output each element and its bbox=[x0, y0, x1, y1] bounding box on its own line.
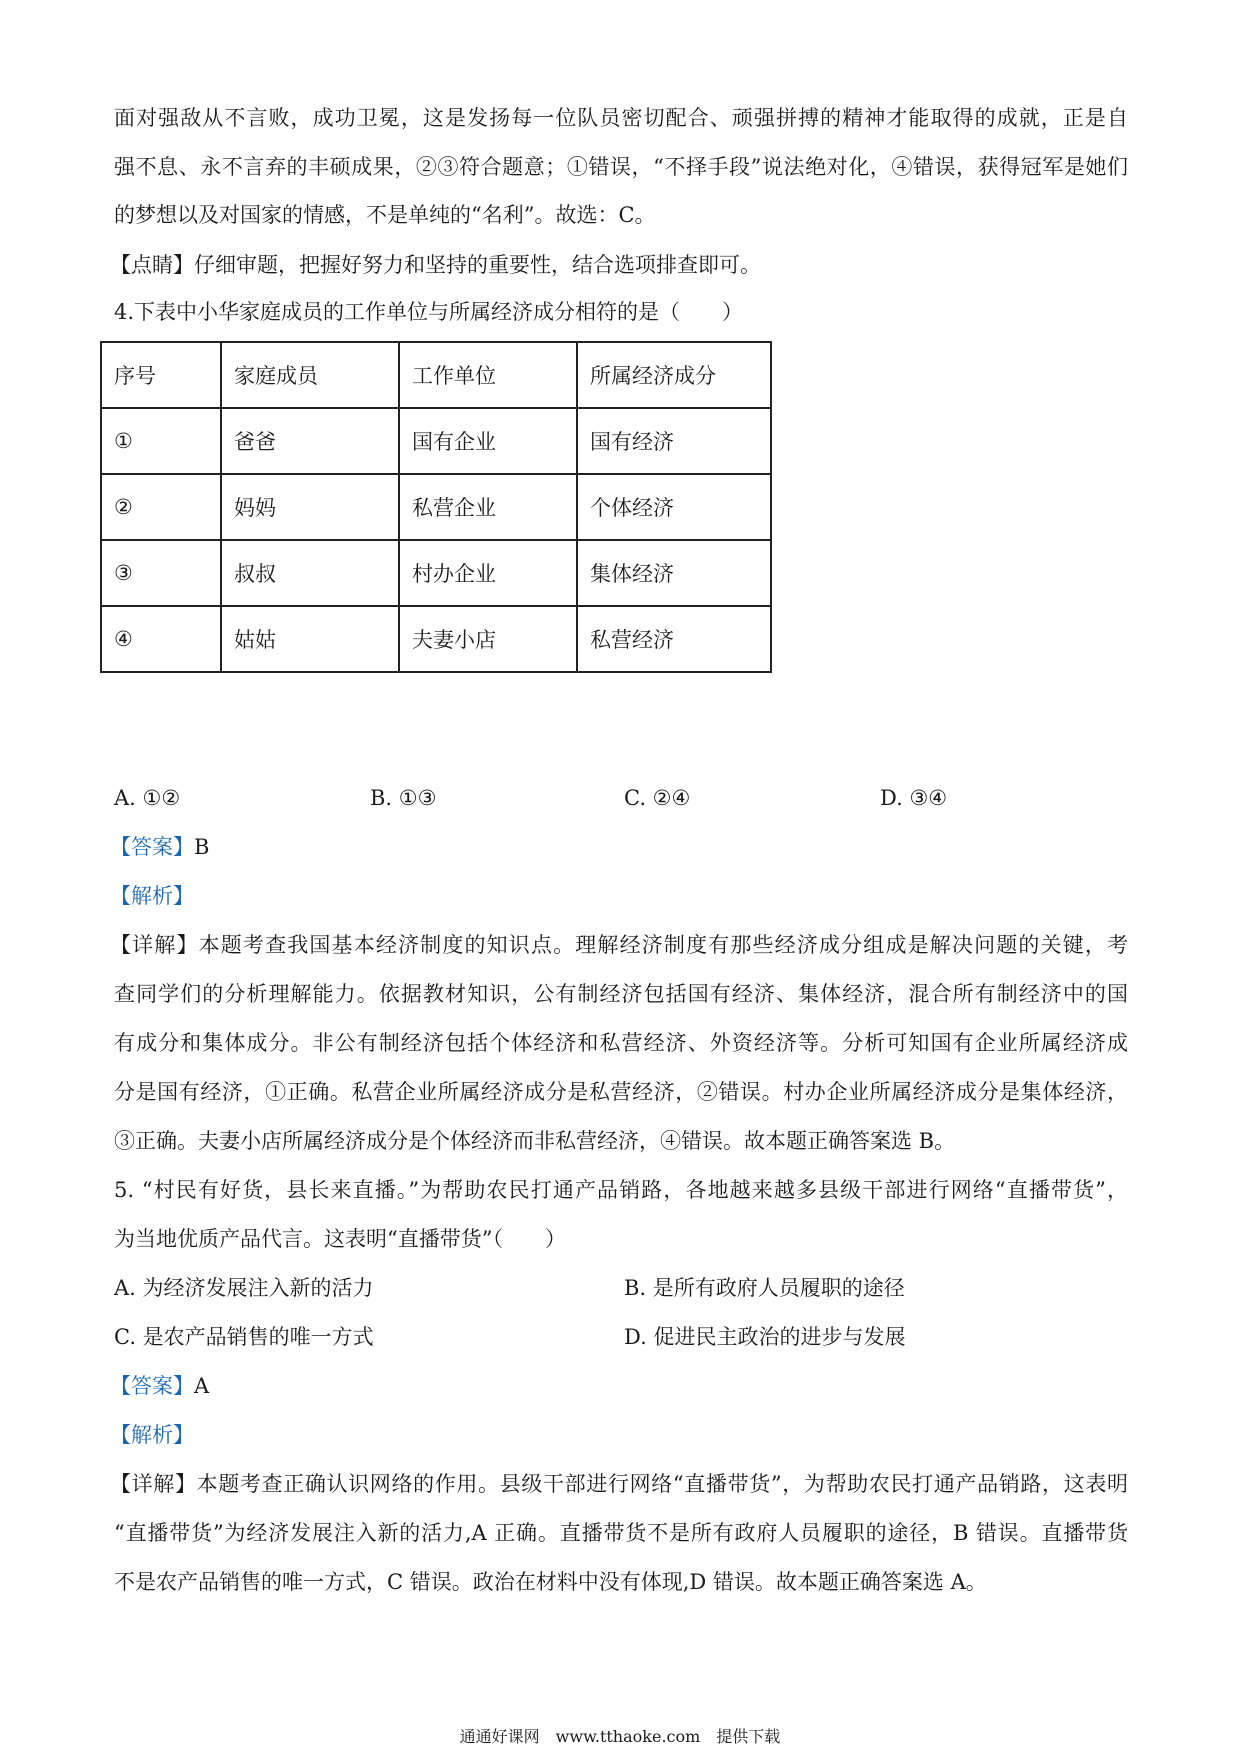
table-row bbox=[101, 606, 771, 672]
table-cell: 国有企业 bbox=[399, 408, 577, 474]
q5-detail-line-2: “直播带货”为经济发展注入新的活力,A 正确。直播带货不是所有政府人员履职的途径，B 错误。直播带货 bbox=[114, 1521, 1128, 1545]
q4-stem: 4.下表中小华家庭成员的工作单位与所属经济成分相符的是（ ） bbox=[114, 300, 744, 324]
table-row bbox=[101, 408, 771, 474]
q5-analysis-label: 【解析】 bbox=[110, 1423, 194, 1447]
q5-option-c: C. 是农产品销售的唯一方式 bbox=[114, 1325, 374, 1349]
q5-stem-line-2: 为当地优质产品代言。这表明“直播带货”（ ） bbox=[114, 1227, 566, 1251]
table-cell: 国有经济 bbox=[577, 408, 771, 474]
table-cell: 私营企业 bbox=[399, 474, 577, 540]
q5-detail-line-1 bbox=[110, 1469, 1128, 1499]
table-cell: ③ bbox=[101, 540, 221, 606]
table-cell: 个体经济 bbox=[577, 474, 771, 540]
table-header-cell: 家庭成员 bbox=[221, 342, 399, 408]
detail-text: 本题考查正确认识网络的作用。县级干部进行网络“直播带货”，为帮助农民打通产品销路，这表明 bbox=[196, 1472, 1129, 1496]
detail-text: 本题考查我国基本经济制度的知识点。理解经济制度有那些经济成分组成是解决问题的关键，考 bbox=[198, 933, 1128, 957]
q5-option-d: D. 促进民主政治的进步与发展 bbox=[624, 1325, 906, 1349]
q4-detail-line-2: 查同学们的分析理解能力。依据教材知识，公有制经济包括国有经济、集体经济，混合所有制经济中的国 bbox=[114, 982, 1128, 1006]
table-header-cell: 所属经济成分 bbox=[577, 342, 771, 408]
table-cell: 爸爸 bbox=[221, 408, 399, 474]
q5-answer bbox=[110, 1371, 1124, 1401]
q4-table bbox=[100, 341, 772, 673]
table-cell: 叔叔 bbox=[221, 540, 399, 606]
q4-analysis-label: 【解析】 bbox=[110, 884, 194, 908]
answer-label: 【答案】 bbox=[110, 1374, 194, 1398]
table-header-cell: 序号 bbox=[101, 342, 221, 408]
detail-label: 【详解】 bbox=[110, 933, 199, 957]
page-footer: 通通好课网 www.tthaoke.com 提供下载 bbox=[459, 1727, 781, 1746]
answer-label: 【答案】 bbox=[110, 835, 194, 859]
table-cell: 村办企业 bbox=[399, 540, 577, 606]
prev-tip bbox=[110, 250, 1124, 280]
prev-answer-line-3: 的梦想以及对国家的情感，不是单纯的“名利”。故选：C。 bbox=[114, 203, 656, 227]
table-cell: 集体经济 bbox=[577, 540, 771, 606]
q4-detail-line-4: 分是国有经济，①正确。私营企业所属经济成分是私营经济，②错误。村办企业所属经济成分是集体经济， bbox=[114, 1080, 1128, 1104]
q4-option-c: C. ②④ bbox=[624, 786, 691, 810]
tip-label: 【点睛】 bbox=[110, 253, 194, 277]
q5-stem-line-1: 5. “村民有好货，县长来直播。”为帮助农民打通产品销路，各地越来越多县级干部进行网络“直播带货”， bbox=[114, 1178, 1128, 1202]
table-cell: 私营经济 bbox=[577, 606, 771, 672]
q4-detail-line-1 bbox=[110, 930, 1128, 960]
table-row bbox=[101, 540, 771, 606]
q4-option-d: D. ③④ bbox=[880, 786, 948, 810]
tip-text: 仔细审题，把握好努力和坚持的重要性，结合选项排查即可。 bbox=[194, 253, 761, 277]
prev-answer-line-1: 面对强敌从不言败，成功卫冕，这是发扬每一位队员密切配合、顽强拼搏的精神才能取得的成就，正是自 bbox=[114, 106, 1128, 130]
q4-detail-line-3: 有成分和集体成分。非公有制经济包括个体经济和私营经济、外资经济等。分析可知国有企业所属经济成 bbox=[114, 1031, 1128, 1055]
table-cell: 妈妈 bbox=[221, 474, 399, 540]
table-cell: 夫妻小店 bbox=[399, 606, 577, 672]
prev-answer-line-2: 强不息、永不言弃的丰硕成果，②③符合题意；①错误，“不择手段”说法绝对化，④错误，获得冠军是她们 bbox=[114, 155, 1128, 179]
table-header-row bbox=[101, 342, 771, 408]
table-row bbox=[101, 474, 771, 540]
table-cell: ④ bbox=[101, 606, 221, 672]
q5-detail-line-3: 不是农产品销售的唯一方式，C 错误。政治在材料中没有体现,D 错误。故本题正确答案选 A。 bbox=[114, 1570, 987, 1594]
table-header-cell: 工作单位 bbox=[399, 342, 577, 408]
table-cell: 姑姑 bbox=[221, 606, 399, 672]
q5-option-a: A. 为经济发展注入新的活力 bbox=[114, 1276, 374, 1300]
table-cell: ② bbox=[101, 474, 221, 540]
q4-detail-line-5: ③正确。夫妻小店所属经济成分是个体经济而非私营经济，④错误。故本题正确答案选 B。 bbox=[114, 1129, 956, 1153]
table-cell: ① bbox=[101, 408, 221, 474]
answer-value: A bbox=[194, 1374, 210, 1398]
q4-answer bbox=[110, 832, 1124, 862]
q5-option-b: B. 是所有政府人员履职的途径 bbox=[624, 1276, 905, 1300]
detail-label: 【详解】 bbox=[110, 1472, 197, 1496]
answer-value: B bbox=[194, 835, 210, 859]
q4-option-a: A. ①② bbox=[114, 786, 181, 810]
q4-option-b: B. ①③ bbox=[370, 786, 437, 810]
